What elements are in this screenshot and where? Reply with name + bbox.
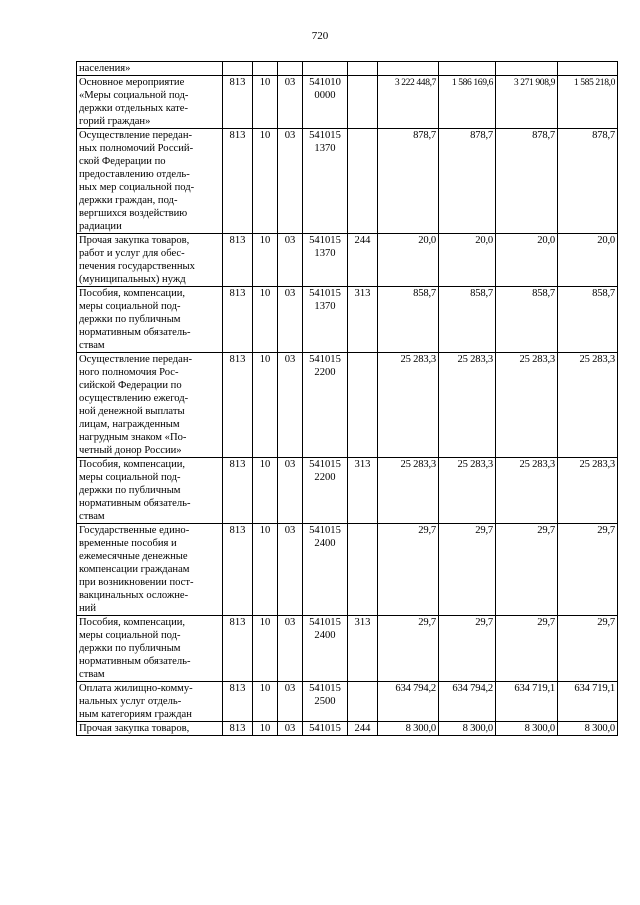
expense-type-cell: 313 (348, 287, 378, 353)
page-number: 720 (311, 30, 329, 42)
target-article-line: 2400 (314, 538, 336, 549)
amount-cell-2 (439, 62, 496, 76)
row-name-line: держки по публичным (79, 485, 181, 496)
amount-cell-1: 29,7 (378, 616, 439, 682)
row-name-line: нормативным обязатель- (79, 498, 191, 509)
amount-cell-4: 858,7 (558, 287, 618, 353)
row-name-line: горий граждан» (79, 116, 151, 127)
amount-cell-1 (378, 62, 439, 76)
section-code-cell: 10 (253, 234, 278, 287)
amount-cell-2: 858,7 (439, 287, 496, 353)
table-row (77, 458, 618, 524)
row-name-line: меры социальной под- (79, 472, 181, 483)
section-code-cell: 10 (253, 616, 278, 682)
table-row (77, 234, 618, 287)
row-name-cell (77, 129, 223, 234)
target-article-line: 541015 (309, 130, 341, 141)
target-article-cell (303, 524, 348, 616)
target-article-line: 2200 (314, 472, 336, 483)
target-article-line: 2500 (314, 696, 336, 707)
target-article-line: 541015 (309, 525, 341, 536)
subsection-code-cell: 03 (278, 524, 303, 616)
ministry-code-cell: 813 (223, 287, 253, 353)
target-article-cell (303, 234, 348, 287)
row-name-line: вергшихся воздействию (79, 208, 188, 219)
target-article-cell (303, 458, 348, 524)
target-article-line: 541015 (309, 617, 341, 628)
row-name-line: работ и услуг для обес- (79, 248, 185, 259)
row-name-line: ного полномочия Рос- (79, 367, 179, 378)
amount-cell-2: 29,7 (439, 616, 496, 682)
expense-type-cell (348, 353, 378, 458)
table-row (77, 76, 618, 129)
row-name-line: нальных услуг отдель- (79, 696, 182, 707)
amount-cell-2: 25 283,3 (439, 458, 496, 524)
subsection-code-cell (278, 62, 303, 76)
amount-cell-3: 3 271 908,9 (496, 76, 558, 129)
row-name-line: нагрудным знаком «По- (79, 432, 187, 443)
subsection-code-cell: 03 (278, 129, 303, 234)
target-article-cell (303, 682, 348, 722)
row-name-line: держки по публичным (79, 314, 181, 325)
expense-type-cell: 244 (348, 722, 378, 736)
ministry-code-cell: 813 (223, 353, 253, 458)
expense-type-cell (348, 682, 378, 722)
row-name-cell (77, 62, 223, 76)
table-row (77, 353, 618, 458)
table-row (77, 287, 618, 353)
row-name-line: Пособия, компенсации, (79, 617, 186, 628)
row-name-line: ствам (79, 511, 105, 522)
row-name-line: Осуществление передан- (79, 130, 193, 141)
amount-cell-1: 3 222 448,7 (378, 76, 439, 129)
row-name-cell (77, 616, 223, 682)
row-name-cell (77, 682, 223, 722)
amount-cell-4: 25 283,3 (558, 458, 618, 524)
row-name-line: меры социальной под- (79, 301, 181, 312)
row-name-line: четный донор России» (79, 445, 182, 456)
row-name-cell (77, 76, 223, 129)
budget-table (76, 61, 618, 736)
section-code-cell: 10 (253, 76, 278, 129)
target-article-line: 1370 (314, 301, 336, 312)
target-article-cell (303, 722, 348, 736)
target-article-cell (303, 129, 348, 234)
target-article-cell (303, 76, 348, 129)
ministry-code-cell: 813 (223, 524, 253, 616)
amount-cell-3: 8 300,0 (496, 722, 558, 736)
amount-cell-1: 20,0 (378, 234, 439, 287)
row-name-cell (77, 234, 223, 287)
table-row (77, 682, 618, 722)
row-name-line: Прочая закупка товаров, (79, 235, 190, 246)
amount-cell-3: 29,7 (496, 524, 558, 616)
ministry-code-cell: 813 (223, 129, 253, 234)
row-name-line: ных мер социальной под- (79, 182, 195, 193)
expense-type-cell (348, 62, 378, 76)
amount-cell-1: 29,7 (378, 524, 439, 616)
amount-cell-3: 25 283,3 (496, 458, 558, 524)
row-name-line: Пособия, компенсации, (79, 459, 186, 470)
subsection-code-cell: 03 (278, 287, 303, 353)
row-name-line: при возникновении пост- (79, 577, 194, 588)
subsection-code-cell: 03 (278, 616, 303, 682)
row-name-line: Оплата жилищно-комму- (79, 683, 193, 694)
amount-cell-1: 25 283,3 (378, 353, 439, 458)
subsection-code-cell: 03 (278, 458, 303, 524)
table-row (77, 62, 618, 76)
ministry-code-cell: 813 (223, 722, 253, 736)
amount-cell-1: 858,7 (378, 287, 439, 353)
row-name-line: Основное мероприятие (79, 77, 185, 88)
row-name-line: сийской Федерации по (79, 380, 182, 391)
amount-cell-2: 878,7 (439, 129, 496, 234)
amount-cell-3: 634 719,1 (496, 682, 558, 722)
amount-cell-2: 29,7 (439, 524, 496, 616)
amount-cell-4: 20,0 (558, 234, 618, 287)
subsection-code-cell: 03 (278, 353, 303, 458)
row-name-line: ний (79, 603, 97, 614)
target-article-cell (303, 353, 348, 458)
row-name-line: ным категориям граждан (79, 709, 192, 720)
amount-cell-4: 878,7 (558, 129, 618, 234)
amount-cell-2: 1 586 169,6 (439, 76, 496, 129)
amount-cell-1: 8 300,0 (378, 722, 439, 736)
row-name-line: «Меры социальной под- (79, 90, 189, 101)
amount-cell-3: 858,7 (496, 287, 558, 353)
amount-cell-2: 25 283,3 (439, 353, 496, 458)
row-name-line: Государственные едино- (79, 525, 190, 536)
table-row (77, 722, 618, 736)
target-article-line: 541010 (309, 77, 341, 88)
target-article-line: 541015 (309, 683, 341, 694)
amount-cell-1: 878,7 (378, 129, 439, 234)
subsection-code-cell: 03 (278, 76, 303, 129)
row-name-cell (77, 353, 223, 458)
row-name-line: радиации (79, 221, 122, 232)
row-name-line: ствам (79, 669, 105, 680)
amount-cell-1: 25 283,3 (378, 458, 439, 524)
row-name-line: Прочая закупка товаров, (79, 723, 190, 734)
target-article-line: 2200 (314, 367, 336, 378)
amount-cell-4: 29,7 (558, 524, 618, 616)
amount-cell-4: 29,7 (558, 616, 618, 682)
target-article-line: 541015 (309, 354, 341, 365)
subsection-code-cell: 03 (278, 722, 303, 736)
row-name-line: меры социальной под- (79, 630, 181, 641)
expense-type-cell: 244 (348, 234, 378, 287)
expense-type-cell (348, 524, 378, 616)
amount-cell-2: 634 794,2 (439, 682, 496, 722)
row-name-line: печения государственных (79, 261, 195, 272)
row-name-line: населения» (79, 63, 131, 74)
amount-cell-4: 1 585 218,0 (558, 76, 618, 129)
amount-cell-2: 20,0 (439, 234, 496, 287)
row-name-line: ской Федерации по (79, 156, 166, 167)
target-article-line: 1370 (314, 143, 336, 154)
amount-cell-4: 8 300,0 (558, 722, 618, 736)
section-code-cell: 10 (253, 129, 278, 234)
target-article-cell (303, 287, 348, 353)
row-name-line: осуществлению ежегод- (79, 393, 189, 404)
target-article-line: 541015 (309, 459, 341, 470)
target-article-line: 541015 (309, 723, 341, 734)
table-row (77, 524, 618, 616)
amount-cell-4: 634 719,1 (558, 682, 618, 722)
ministry-code-cell: 813 (223, 458, 253, 524)
table-body (77, 62, 618, 736)
row-name-line: держки граждан, под- (79, 195, 178, 206)
target-article-line: 0000 (314, 90, 336, 101)
row-name-line: ной денежной выплаты (79, 406, 185, 417)
amount-cell-3: 878,7 (496, 129, 558, 234)
row-name-line: (муниципальных) нужд (79, 274, 186, 285)
ministry-code-cell: 813 (223, 616, 253, 682)
section-code-cell: 10 (253, 458, 278, 524)
expense-type-cell (348, 129, 378, 234)
section-code-cell: 10 (253, 287, 278, 353)
amount-cell-3: 29,7 (496, 616, 558, 682)
row-name-line: ствам (79, 340, 105, 351)
amount-cell-3 (496, 62, 558, 76)
section-code-cell: 10 (253, 682, 278, 722)
target-article-line: 2400 (314, 630, 336, 641)
ministry-code-cell: 813 (223, 76, 253, 129)
row-name-cell (77, 722, 223, 736)
subsection-code-cell: 03 (278, 682, 303, 722)
section-code-cell: 10 (253, 353, 278, 458)
section-code-cell (253, 62, 278, 76)
expense-type-cell: 313 (348, 616, 378, 682)
expense-type-cell (348, 76, 378, 129)
ministry-code-cell (223, 62, 253, 76)
target-article-cell (303, 62, 348, 76)
row-name-line: предоставлению отдель- (79, 169, 190, 180)
amount-cell-2: 8 300,0 (439, 722, 496, 736)
target-article-line: 541015 (309, 235, 341, 246)
row-name-line: держки отдельных кате- (79, 103, 189, 114)
ministry-code-cell: 813 (223, 682, 253, 722)
target-article-line: 541015 (309, 288, 341, 299)
row-name-line: ежемесячные денежные (79, 551, 188, 562)
amount-cell-4: 25 283,3 (558, 353, 618, 458)
section-code-cell: 10 (253, 524, 278, 616)
subsection-code-cell: 03 (278, 234, 303, 287)
row-name-line: нормативным обязатель- (79, 327, 191, 338)
expense-type-cell: 313 (348, 458, 378, 524)
amount-cell-3: 25 283,3 (496, 353, 558, 458)
row-name-cell (77, 287, 223, 353)
section-code-cell: 10 (253, 722, 278, 736)
table-row (77, 616, 618, 682)
row-name-line: компенсации гражданам (79, 564, 190, 575)
target-article-line: 1370 (314, 248, 336, 259)
row-name-cell (77, 458, 223, 524)
row-name-line: Пособия, компенсации, (79, 288, 186, 299)
row-name-line: Осуществление передан- (79, 354, 193, 365)
amount-cell-3: 20,0 (496, 234, 558, 287)
ministry-code-cell: 813 (223, 234, 253, 287)
table-row (77, 129, 618, 234)
row-name-cell (77, 524, 223, 616)
row-name-line: временные пособия и (79, 538, 177, 549)
target-article-cell (303, 616, 348, 682)
row-name-line: ных полномочий Россий- (79, 143, 194, 154)
row-name-line: нормативным обязатель- (79, 656, 191, 667)
row-name-line: держки по публичным (79, 643, 181, 654)
amount-cell-1: 634 794,2 (378, 682, 439, 722)
row-name-line: лицам, награжденным (79, 419, 180, 430)
row-name-line: вакцинальных осложне- (79, 590, 189, 601)
amount-cell-4 (558, 62, 618, 76)
